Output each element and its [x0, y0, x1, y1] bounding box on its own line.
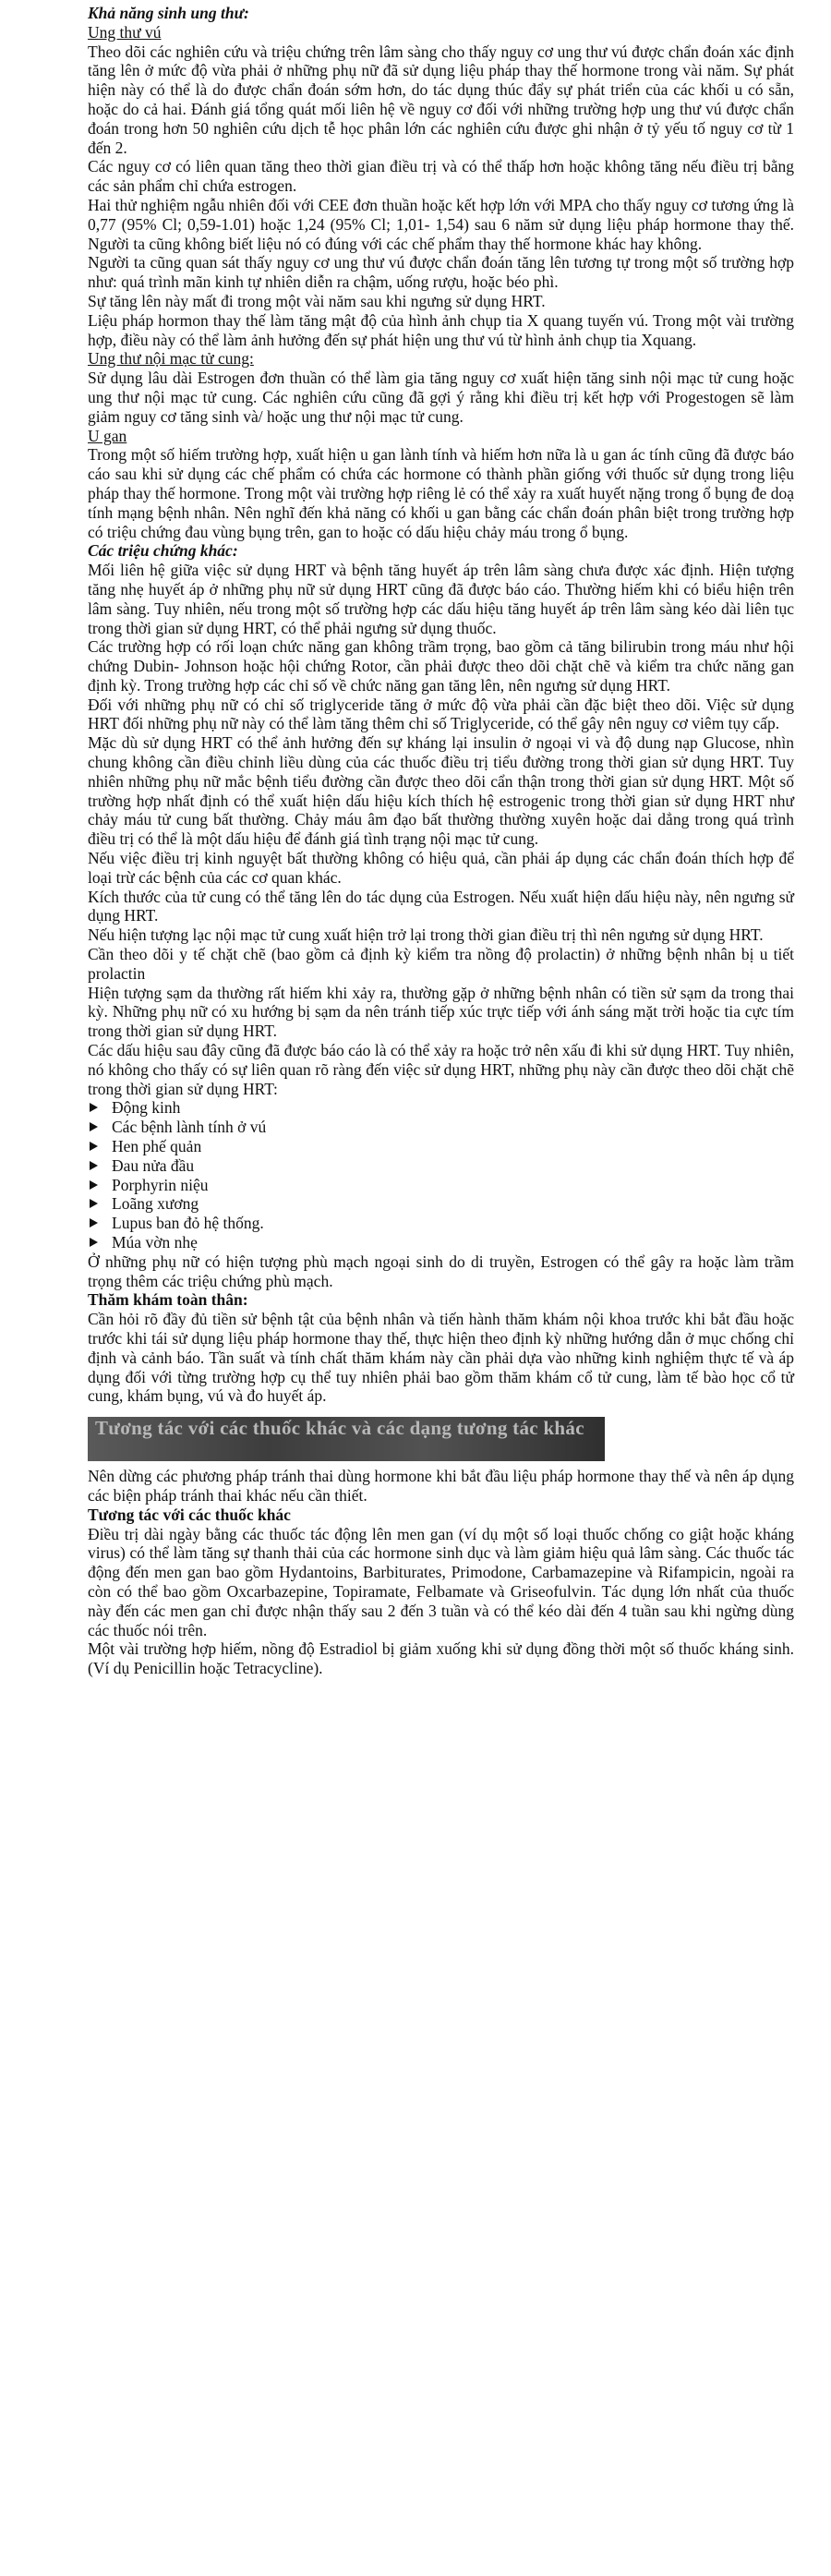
other-paragraph: Kích thước của tử cung có thể tăng lên do tác dụng của Estrogen. Nếu xuất hiện dấu hiệu này, nên ngưng sử dụng HRT.: [88, 887, 794, 925]
list-item: Lupus ban đỏ hệ thống.: [88, 1214, 794, 1233]
other-paragraph: Nếu việc điều trị kinh nguyệt bất thường không có hiệu quả, cần phải áp dụng các chẩn đoán thích hợp để loại trừ các bệnh của các cơ quan khác.: [88, 849, 794, 887]
breast-cancer-heading: Ung thư vú: [88, 22, 162, 42]
list-item: Porphyrin niệu: [88, 1176, 794, 1195]
general-exam-heading: Thăm khám toàn thân:: [88, 1290, 248, 1310]
list-item: Múa vờn nhẹ: [88, 1233, 794, 1252]
other-paragraph: Mối liên hệ giữa việc sử dụng HRT và bệnh tăng huyết áp trên lâm sàng chưa được xác định. Hiện tượng tăng nhẹ huyết áp ở những phụ nữ sử dụng HRT cũng đã được báo cáo. Thường hiếm khi có biểu hiện trên lâm sàng. Tuy nhiên, nếu trong một số trường hợp các dấu hiệu tăng huyết áp trên lâm sàng kéo dài liên tục trong thời gian sử dụng HRT, có thể phải ngưng sử dụng thuốc.: [88, 561, 794, 637]
general-exam-paragraph: Cần hỏi rõ đầy đủ tiền sử bệnh tật của bệnh nhân và tiến hành thăm khám nội khoa trước khi bắt đầu hoặc trước khi tái sử dụng liệu pháp hormone thay thế, thực hiện theo định kỳ những hướng dẫn ở mục chống chỉ định và cảnh báo. Tần suất và tính chất thăm khám này cần phải dựa vào những kinh nghiệm thực tế và áp dụng đối với từng trường hợp cụ thể tuy nhiên phải bao gồm thăm khám cổ tử cung, làm tế bào học cổ tử cung, khám bụng, vú và đo huyết áp.: [88, 1310, 794, 1406]
cancer-heading: Khả năng sinh ung thư:: [88, 4, 249, 22]
list-item: Loãng xương: [88, 1194, 794, 1214]
liver-tumor-heading: U gan: [88, 426, 127, 445]
other-symptoms-heading: Các triệu chứng khác:: [88, 541, 238, 561]
breast-paragraph: Các nguy cơ có liên quan tăng theo thời gian điều trị và có thể thấp hơn hoặc không tăng nếu điều trị bằng các sản phẩm chỉ chứa estrogen.: [88, 157, 794, 196]
other-paragraph: Hiện tượng sạm da thường rất hiếm khi xảy ra, thường gặp ở những bệnh nhân có tiền sử sạm da trong thai kỳ. Những phụ nữ có xu hướng bị sạm da nên tránh tiếp xúc trực tiếp với ánh sáng mặt trời hoặc tia cực tím trong thời gian sử dụng HRT.: [88, 983, 794, 1041]
list-item: Đau nửa đầu: [88, 1156, 794, 1176]
other-paragraph: Nếu hiện tượng lạc nội mạc tử cung xuất hiện trở lại trong thời gian điều trị thì nên ngưng sử dụng HRT.: [88, 925, 764, 945]
other-paragraph: Đối với những phụ nữ có chỉ số triglyceride tăng ở mức độ vừa phải cần đặc biệt theo dõi. Việc sử dụng HRT đối những phụ nữ này có thể làm tăng thêm chỉ số Triglyceride, có thể gây nên nguy cơ viêm tụy cấp.: [88, 695, 794, 733]
condition-list: [88, 1098, 794, 1252]
interactions-paragraph: Một vài trường hợp hiếm, nồng độ Estradiol bị giảm xuống khi sử dụng đồng thời một số thuốc kháng sinh. (Ví dụ Penicillin hoặc Tetracycline).: [88, 1639, 794, 1678]
angioedema-paragraph: Ở những phụ nữ có hiện tượng phù mạch ngoại sinh do di truyền, Estrogen có thể gây ra hoặc làm trầm trọng thêm các triệu chứng phù mạch.: [88, 1252, 794, 1290]
breast-paragraph: Người ta cũng quan sát thấy nguy cơ ung thư vú được chẩn đoán tăng lên tương tự trong một số trường hợp như: quá trình mãn kinh tự nhiên diễn ra chậm, uống rượu, hoặc béo phì.: [88, 253, 794, 292]
interactions-paragraph: Điều trị dài ngày bằng các thuốc tác động lên men gan (ví dụ một số loại thuốc chống co giật hoặc kháng virus) có thể làm tăng sự thanh thải của các hormone sinh dục và làm giảm hiệu quả lâm sàng. Các thuốc tác động đến men gan bao gồm Hydantoins, Barbiturates, Primodone, Carbamazepine và Rifampicin, ngoài ra còn có thể bao gồm Oxcarbazepine, Topiramate, Felbamate và Griseofulvin. Tác dụng lớn nhất của thuốc này đến các men gan chỉ được nhận thấy sau 2 đến 3 tuần và có thể kéo dài đến 4 tuần sau khi ngừng dùng các thuốc nói trên.: [88, 1524, 794, 1639]
banner-title: Tương tác với các thuốc khác và các dạng tương tác khác: [95, 1417, 584, 1440]
liver-paragraph: Trong một số hiếm trường hợp, xuất hiện u gan lành tính và hiếm hơn nữa là u gan ác tính cũng đã được báo cáo sau khi sử dụng các chế phẩm có chứa các hormone có thành phần giống với thuốc sử dụng trong liệu pháp thay thế hormone. Trong một vài trường hợp riêng lẻ có thể xảy ra xuất huyết nặng trong ổ bụng đe doạ tính mạng bệnh nhân. Nên nghĩ đến khả năng có khối u gan bằng các chẩn đoán phân biệt trong trường hợp có triệu chứng đau vùng bụng trên, gan to hoặc có dấu hiệu chảy máu trong ổ bụng.: [88, 445, 794, 541]
list-item: Động kinh: [88, 1098, 794, 1118]
interactions-banner: [88, 1417, 605, 1461]
drug-interactions-heading: Tương tác với các thuốc khác: [88, 1505, 291, 1524]
contraception-paragraph: Nên dừng các phương pháp tránh thai dùng hormone khi bắt đầu liệu pháp hormone thay thế và nên áp dụng các biện pháp tránh thai khác nếu cần thiết.: [88, 1467, 794, 1505]
breast-paragraph: Sự tăng lên này mất đi trong một vài năm sau khi ngưng sử dụng HRT.: [88, 291, 546, 310]
other-paragraph: Cần theo dõi y tế chặt chẽ (bao gồm cả định kỳ kiểm tra nồng độ prolactin) ở những bệnh nhân bị u tiết prolactin: [88, 945, 794, 983]
other-paragraph: Các trường hợp có rối loạn chức năng gan không trầm trọng, bao gồm cả tăng bilirubin trong máu như hội chứng Dubin- Johnson hoặc hội chứng Rotor, cần phải được theo dõi chặt chẽ và kiểm tra chức năng gan định kỳ. Trong trường hợp các chỉ số về chức năng gan tăng lên, nên ngưng sử dụng HRT.: [88, 637, 794, 695]
other-paragraph: Các dấu hiệu sau đây cũng đã được báo cáo là có thể xảy ra hoặc trở nên xấu đi khi sử dụng HRT. Tuy nhiên, nó không cho thấy có sự liên quan rõ ràng đến việc sử dụng HRT, những phụ này cần được theo dõi chặt chẽ trong thời gian sử dụng HRT:: [88, 1041, 794, 1098]
list-item: Các bệnh lành tính ở vú: [88, 1118, 794, 1137]
list-item: Hen phế quản: [88, 1137, 794, 1156]
endometrial-paragraph: Sử dụng lâu dài Estrogen đơn thuần có thể làm gia tăng nguy cơ xuất hiện tăng sinh nội mạc tử cung hoặc ung thư nội mạc tử cung. Các nghiên cứu cũng đã gợi ý rằng khi điều trị kết hợp với Progestogen sẽ làm giảm nguy cơ tăng sinh và/ hoặc ung thư nội mạc tử cung.: [88, 369, 794, 426]
endometrial-cancer-heading: Ung thư nội mạc tử cung:: [88, 349, 254, 369]
breast-paragraph: Liệu pháp hormon thay thế làm tăng mật độ của hình ảnh chụp tia X quang tuyến vú. Trong một vài trường hợp, điều này có thể làm ảnh hưởng đến sự phát hiện ung thư vú từ hình ảnh chụp tia Xquang.: [88, 310, 794, 349]
breast-paragraph: Theo dõi các nghiên cứu và triệu chứng trên lâm sàng cho thấy nguy cơ ung thư vú được chẩn đoán xác định tăng lên ở mức độ vừa phải ở những phụ nữ đã sử dụng liệu pháp thay thế hormone trong vài năm. Sự phát hiện này có thể là do được chẩn đoán sớm hơn, do tác dụng thúc đẩy sự phát triển của các khối u có sẵn, hoặc do cả hai. Đánh giá tổng quát mối liên hệ về nguy cơ đối với những trường hợp ung thư vú được chẩn đoán trong hơn 50 nghiên cứu dịch tễ học phân lớn các nghiên cứu được ghi nhận ở tỷ yếu tố nguy cơ từ 1 đến 2.: [88, 42, 794, 157]
other-paragraph: Mặc dù sử dụng HRT có thể ảnh hưởng đến sự kháng lại insulin ở ngoại vi và độ dung nạp Glucose, nhìn chung không cần điều chỉnh liều dùng của các thuốc điều trị tiểu đường trong thời gian sử dụng HRT. Tuy nhiên những phụ nữ mắc bệnh tiểu đường cần được theo dõi cẩn thận trong thời gian sử dụng HRT. Một số trường hợp nhất định có thể xuất hiện dấu hiệu kích thích hệ estrogenic trong thời gian sử dụng HRT như chảy máu tử cung bất thường. Chảy máu âm đạo bất thường thường xuyên hoặc dai dẳng trong quá trình điều trị có thể là một dấu hiệu để đánh giá tình trạng nội mạc tử cung.: [88, 733, 794, 849]
breast-paragraph: Hai thử nghiệm ngẫu nhiên đối với CEE đơn thuần hoặc kết hợp lớn với MPA cho thấy nguy cơ tương ứng là 0,77 (95% Cl; 0,59-1.01) hoặc 1,24 (95% Cl; 1,01- 1,54) sau 6 năm sử dụng liệu pháp hormone thay thế. Người ta cũng không biết liệu nó có đúng với các chế phẩm thay thế hormone khác hay không.: [88, 195, 794, 253]
